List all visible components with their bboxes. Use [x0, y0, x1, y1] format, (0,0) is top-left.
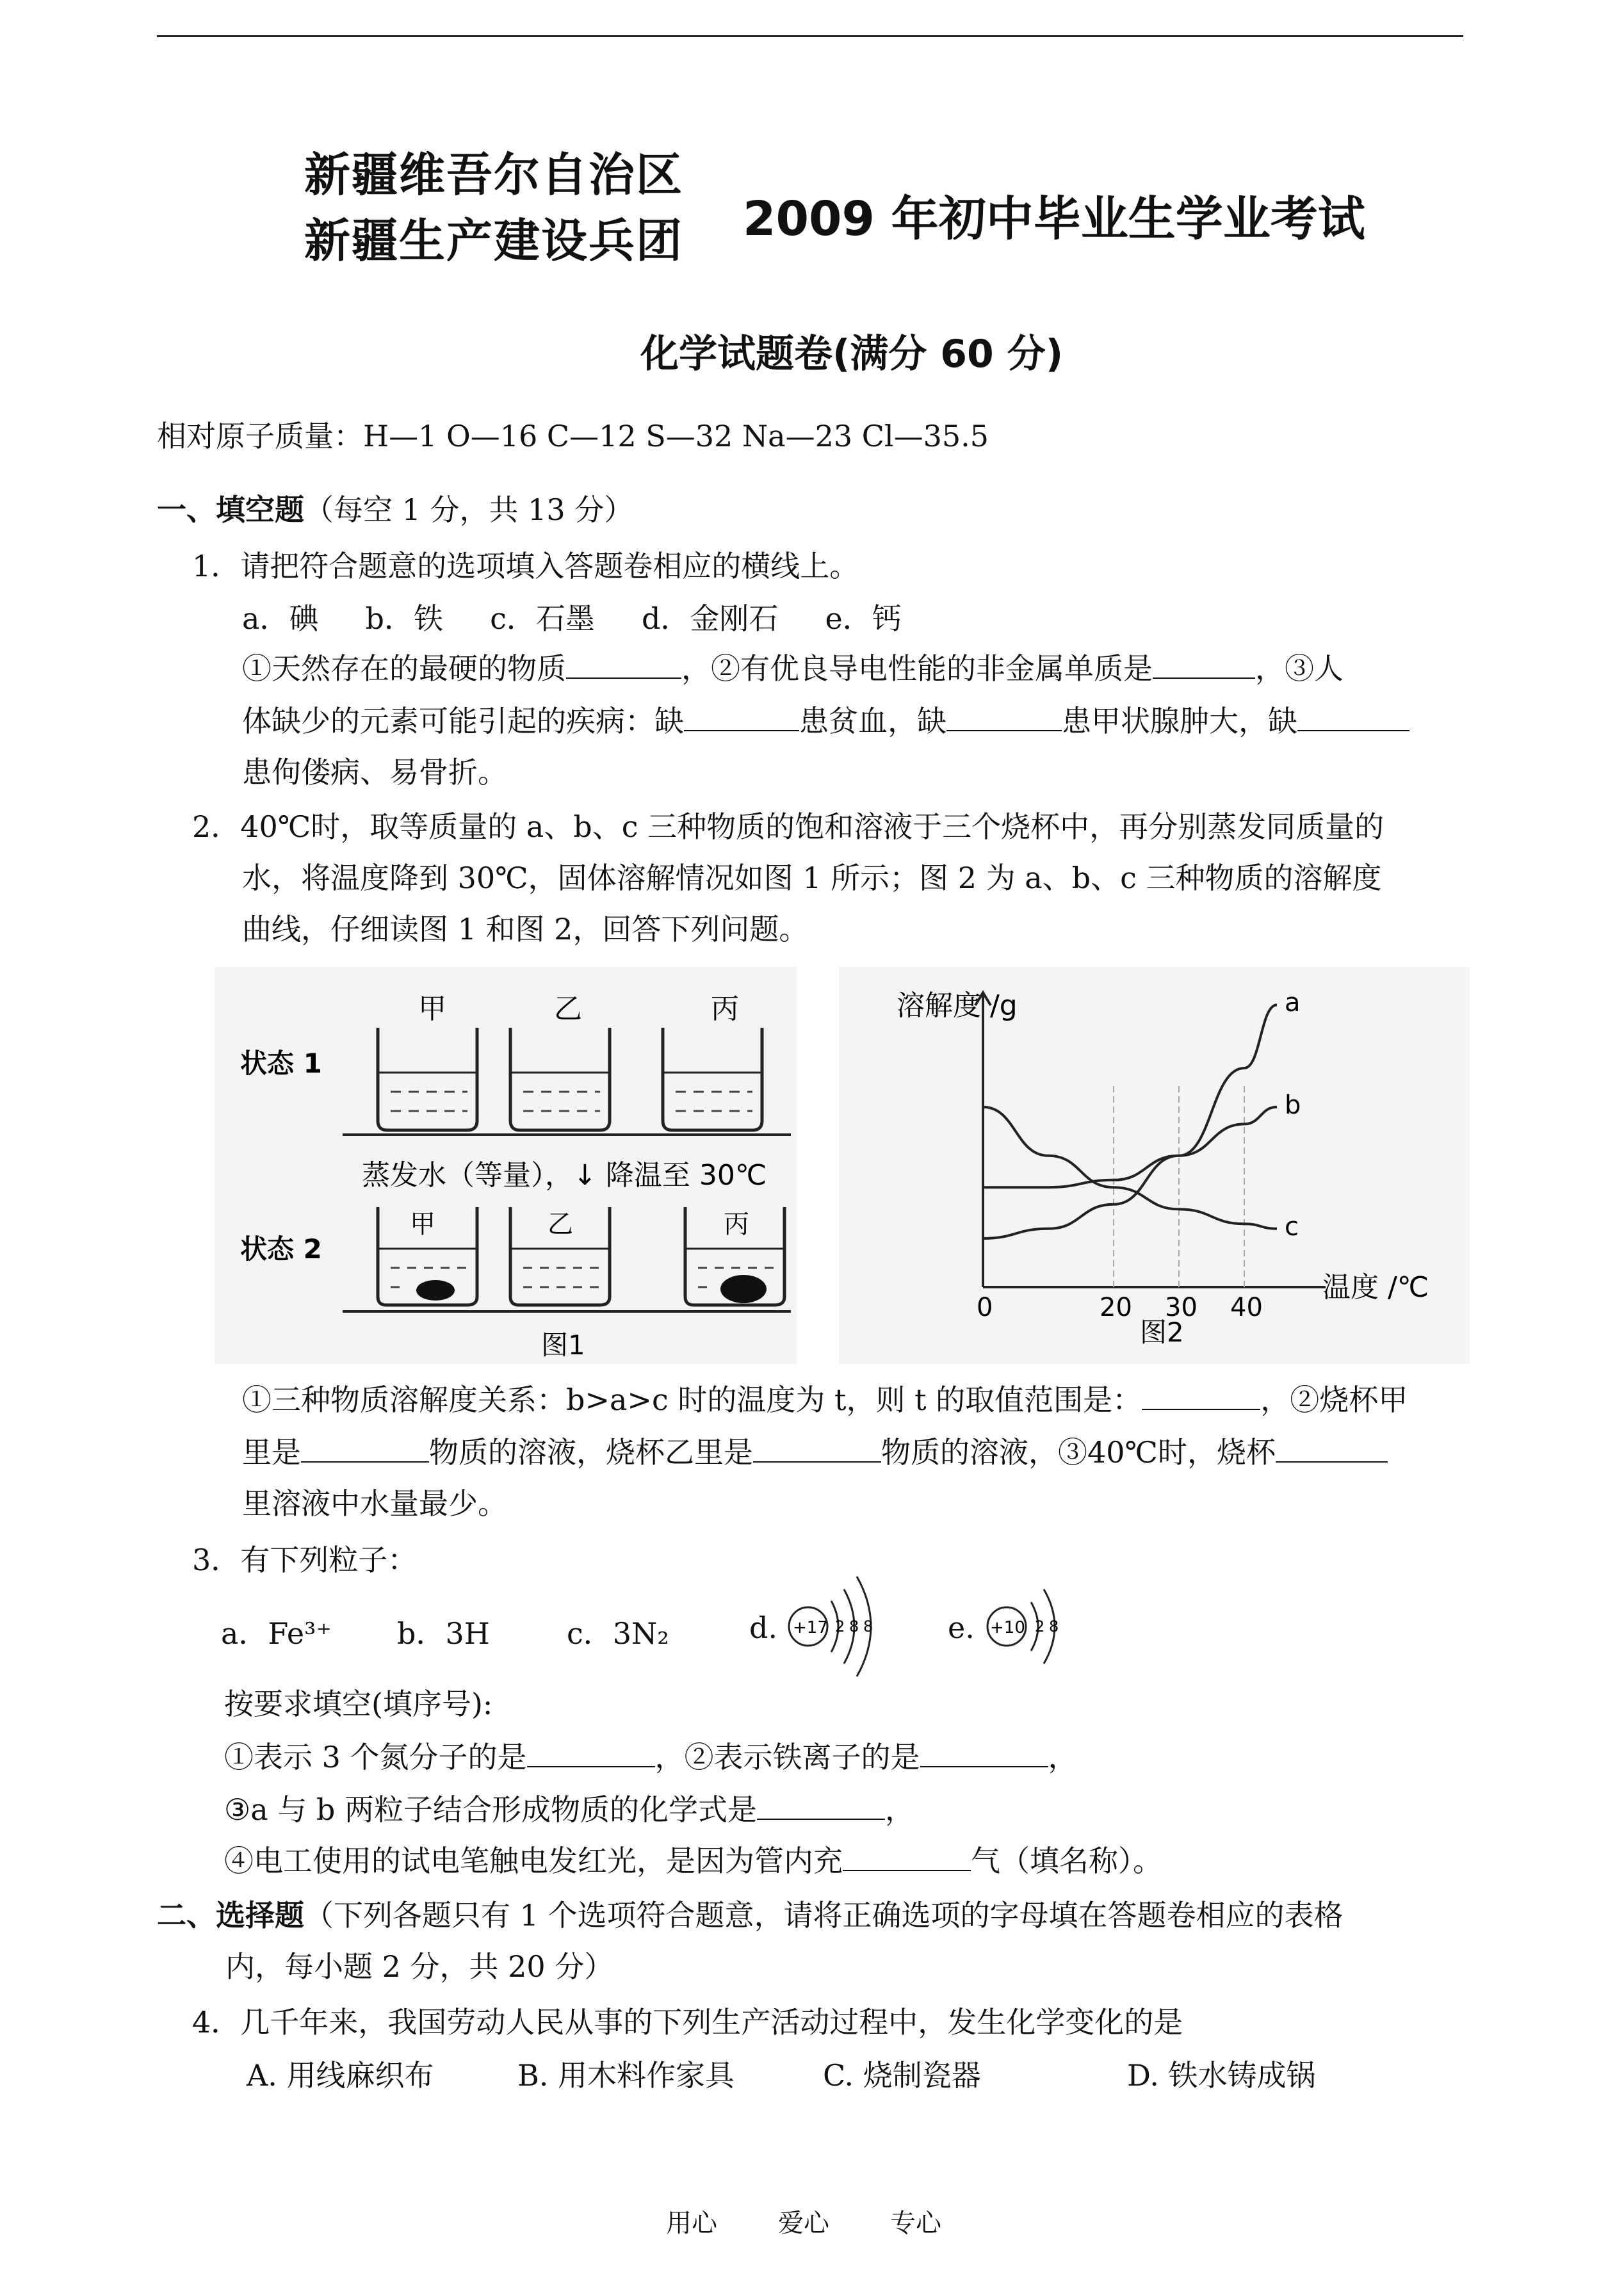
footer-item: 用心: [666, 2209, 717, 2238]
answer-blank[interactable]: [1297, 704, 1409, 731]
q2-ans-2c: 物质的溶液，③40℃时，烧杯: [881, 1435, 1276, 1470]
atom-d-shell-1: 2: [835, 1618, 845, 1635]
curve-label-b: b: [1285, 1090, 1301, 1120]
q3-l1a: ①表示 3 个氮分子的是: [224, 1740, 527, 1774]
atom-e-shell-2: 8: [1049, 1618, 1059, 1635]
q3-l1b: ，②表示铁离子的是: [654, 1740, 920, 1774]
atom-diagram-d: [781, 1562, 897, 1691]
beaker-label-jia: 甲: [418, 993, 446, 1025]
q2-line-1: 2．40℃时，取等质量的 a、b、c 三种物质的饱和溶液于三个烧杯中，再分别蒸发同质量的: [192, 809, 1384, 844]
beaker-label-yi-2: 乙: [548, 1210, 573, 1239]
q2-ans-1b: ，②烧杯甲: [1260, 1383, 1408, 1417]
state-2-label: 状态 2: [240, 1233, 322, 1265]
curve-label-a: a: [1285, 988, 1301, 1018]
process-label: 蒸发水（等量），↓ 降温至 30℃: [362, 1159, 767, 1192]
answer-blank[interactable]: [1276, 1436, 1388, 1463]
q1-line-1b: ，②有优良导电性能的非金属单质是: [681, 651, 1153, 686]
section-2-heading: [157, 1892, 1344, 1934]
state-1-label: 状态 1: [240, 1048, 322, 1079]
q3-option-e: e.: [948, 1610, 975, 1645]
answer-blank[interactable]: [527, 1740, 655, 1767]
q3-line-1: [224, 1734, 1078, 1776]
answer-blank[interactable]: [1153, 652, 1255, 679]
q1-line-2b: 患贫血，缺: [799, 704, 946, 738]
region-line-2: 新疆生产建设兵团: [304, 214, 684, 268]
q3-line-3: [224, 1838, 1162, 1880]
precipitate-bing: [720, 1275, 767, 1303]
q2-ans-1a: ①三种物质溶解度关系：b>a>c 时的温度为 t，则 t 的取值范围是：: [242, 1383, 1142, 1417]
section-2-title: 二、选择题: [157, 1898, 304, 1933]
q1-line-2c: 患甲状腺肿大，缺: [1062, 704, 1297, 738]
q4-option-b: B. 用木料作家具: [517, 2058, 735, 2093]
q1-line-2a: 体缺少的元素可能引起的疾病：缺: [242, 704, 684, 738]
q3-l3b: 气（填名称）。: [971, 1844, 1162, 1878]
section-1-heading: [157, 487, 633, 529]
q4-option-a: A. 用线麻织布: [247, 2058, 434, 2093]
q1-line-1: [242, 645, 1344, 688]
answer-blank[interactable]: [684, 704, 799, 731]
q3-stem: 3．有下列粒子：: [192, 1543, 418, 1577]
atom-d-shell-2: 8: [849, 1618, 859, 1635]
footer-item: 专心: [890, 2209, 941, 2238]
q2-ans-2b: 物质的溶液，烧杯乙里是: [429, 1435, 753, 1470]
q4-stem: 4．几千年来，我国劳动人民从事的下列生产活动过程中，发生化学变化的是: [192, 2005, 1183, 2040]
answer-blank[interactable]: [301, 1436, 429, 1463]
q3-l2b: ，: [884, 1792, 914, 1827]
curve-label-c: c: [1285, 1212, 1299, 1242]
q4-option-c: C. 烧制瓷器: [823, 2058, 981, 2093]
atomic-masses: 相对原子质量：H—1 O—16 C—12 S—32 Na—23 Cl—35.5: [157, 419, 989, 453]
q1-options: a．碘 b．铁 c．石墨 d．金刚石 e．钙: [242, 601, 902, 636]
atom-d-nucleus: +17: [793, 1618, 828, 1637]
q4-option-d: D. 铁水铸成锅: [1127, 2058, 1316, 2093]
q2-ans-2a: 里是: [242, 1435, 301, 1470]
x-tick-label: 30: [1165, 1293, 1198, 1322]
beaker-label-jia-2: 甲: [410, 1210, 435, 1239]
q3-option-c: c．3N₂: [567, 1616, 669, 1651]
atom-e-shell-1: 2: [1035, 1618, 1045, 1635]
figure-2-solubility-chart: [839, 967, 1470, 1364]
atom-diagram-e: [980, 1575, 1082, 1678]
q3-option-d: d.: [749, 1610, 778, 1645]
q3-line-2: [224, 1787, 914, 1829]
atom-e-nucleus: +10: [990, 1618, 1025, 1637]
q3-option-a: a．Fe³⁺: [221, 1616, 332, 1651]
beaker-label-bing-2: 丙: [724, 1210, 749, 1239]
q3-l1c: ，: [1048, 1740, 1078, 1774]
q1-line-1a: ①天然存在的最硬的物质: [242, 651, 566, 686]
beaker-label-yi: 乙: [554, 993, 582, 1025]
section-2-note: （下列各题只有 1 个选项符合题意，请将正确选项的字母填在答题卷相应的表格: [304, 1898, 1344, 1933]
answer-blank[interactable]: [946, 704, 1062, 731]
q2-line-2: 水，将温度降到 30℃，固体溶解情况如图 1 所示；图 2 为 a、b、c 三种物质的溶解度: [242, 861, 1382, 895]
q1-line-3: 患佝偻病、易骨折。: [242, 755, 507, 790]
q2-line-3: 曲线，仔细读图 1 和图 2，回答下列问题。: [242, 912, 809, 946]
exam-title: 2009 年初中毕业生学业考试: [743, 191, 1365, 247]
x-tick-label: 20: [1100, 1293, 1132, 1322]
answer-blank[interactable]: [566, 652, 681, 679]
chart-x-label: 温度 /℃: [1322, 1271, 1429, 1304]
atom-d-shell-3: 8: [863, 1618, 873, 1635]
figure-1-caption: 图1: [541, 1329, 585, 1361]
page-subtitle: 化学试题卷(满分 60 分): [640, 332, 1064, 377]
q3-l2a: ③a 与 b 两粒子结合形成物质的化学式是: [224, 1792, 757, 1827]
footer-item: 爱心: [778, 2209, 829, 2238]
top-rule: [157, 35, 1463, 37]
section-2-note-2: 内，每小题 2 分，共 20 分）: [225, 1949, 614, 1984]
q2-answer-line-1: [242, 1377, 1408, 1419]
figure-1-beakers: [215, 967, 797, 1364]
section-1-note: （每空 1 分，共 13 分）: [304, 492, 634, 527]
answer-blank[interactable]: [843, 1844, 971, 1871]
q1-line-2: [242, 698, 1409, 740]
answer-blank[interactable]: [753, 1436, 881, 1463]
precipitate-jia: [416, 1280, 455, 1301]
beaker-label-bing: 丙: [711, 993, 739, 1025]
chart-y-label: 溶解度 /g: [897, 989, 1018, 1022]
q1-stem: 1．请把符合题意的选项填入答题卷相应的横线上。: [192, 549, 859, 583]
q2-answer-line-2: [242, 1429, 1388, 1472]
q1-line-1c: ，③人: [1255, 651, 1344, 686]
q3-l3a: ④电工使用的试电笔触电发红光，是因为管内充: [224, 1844, 843, 1878]
answer-blank[interactable]: [757, 1793, 885, 1820]
q3-option-b: b．3H: [397, 1616, 490, 1651]
q3-instruction: 按要求填空(填序号):: [224, 1687, 493, 1721]
x-tick-label: 0: [977, 1293, 993, 1322]
q2-answer-line-3: 里溶液中水量最少。: [242, 1486, 507, 1521]
section-1-title: 一、填空题: [157, 492, 304, 527]
figure-2-caption: 图2: [1140, 1317, 1184, 1348]
answer-blank[interactable]: [1142, 1383, 1260, 1410]
region-line-1: 新疆维吾尔自治区: [304, 148, 684, 202]
answer-blank[interactable]: [920, 1740, 1048, 1767]
x-tick-label: 40: [1230, 1293, 1263, 1322]
